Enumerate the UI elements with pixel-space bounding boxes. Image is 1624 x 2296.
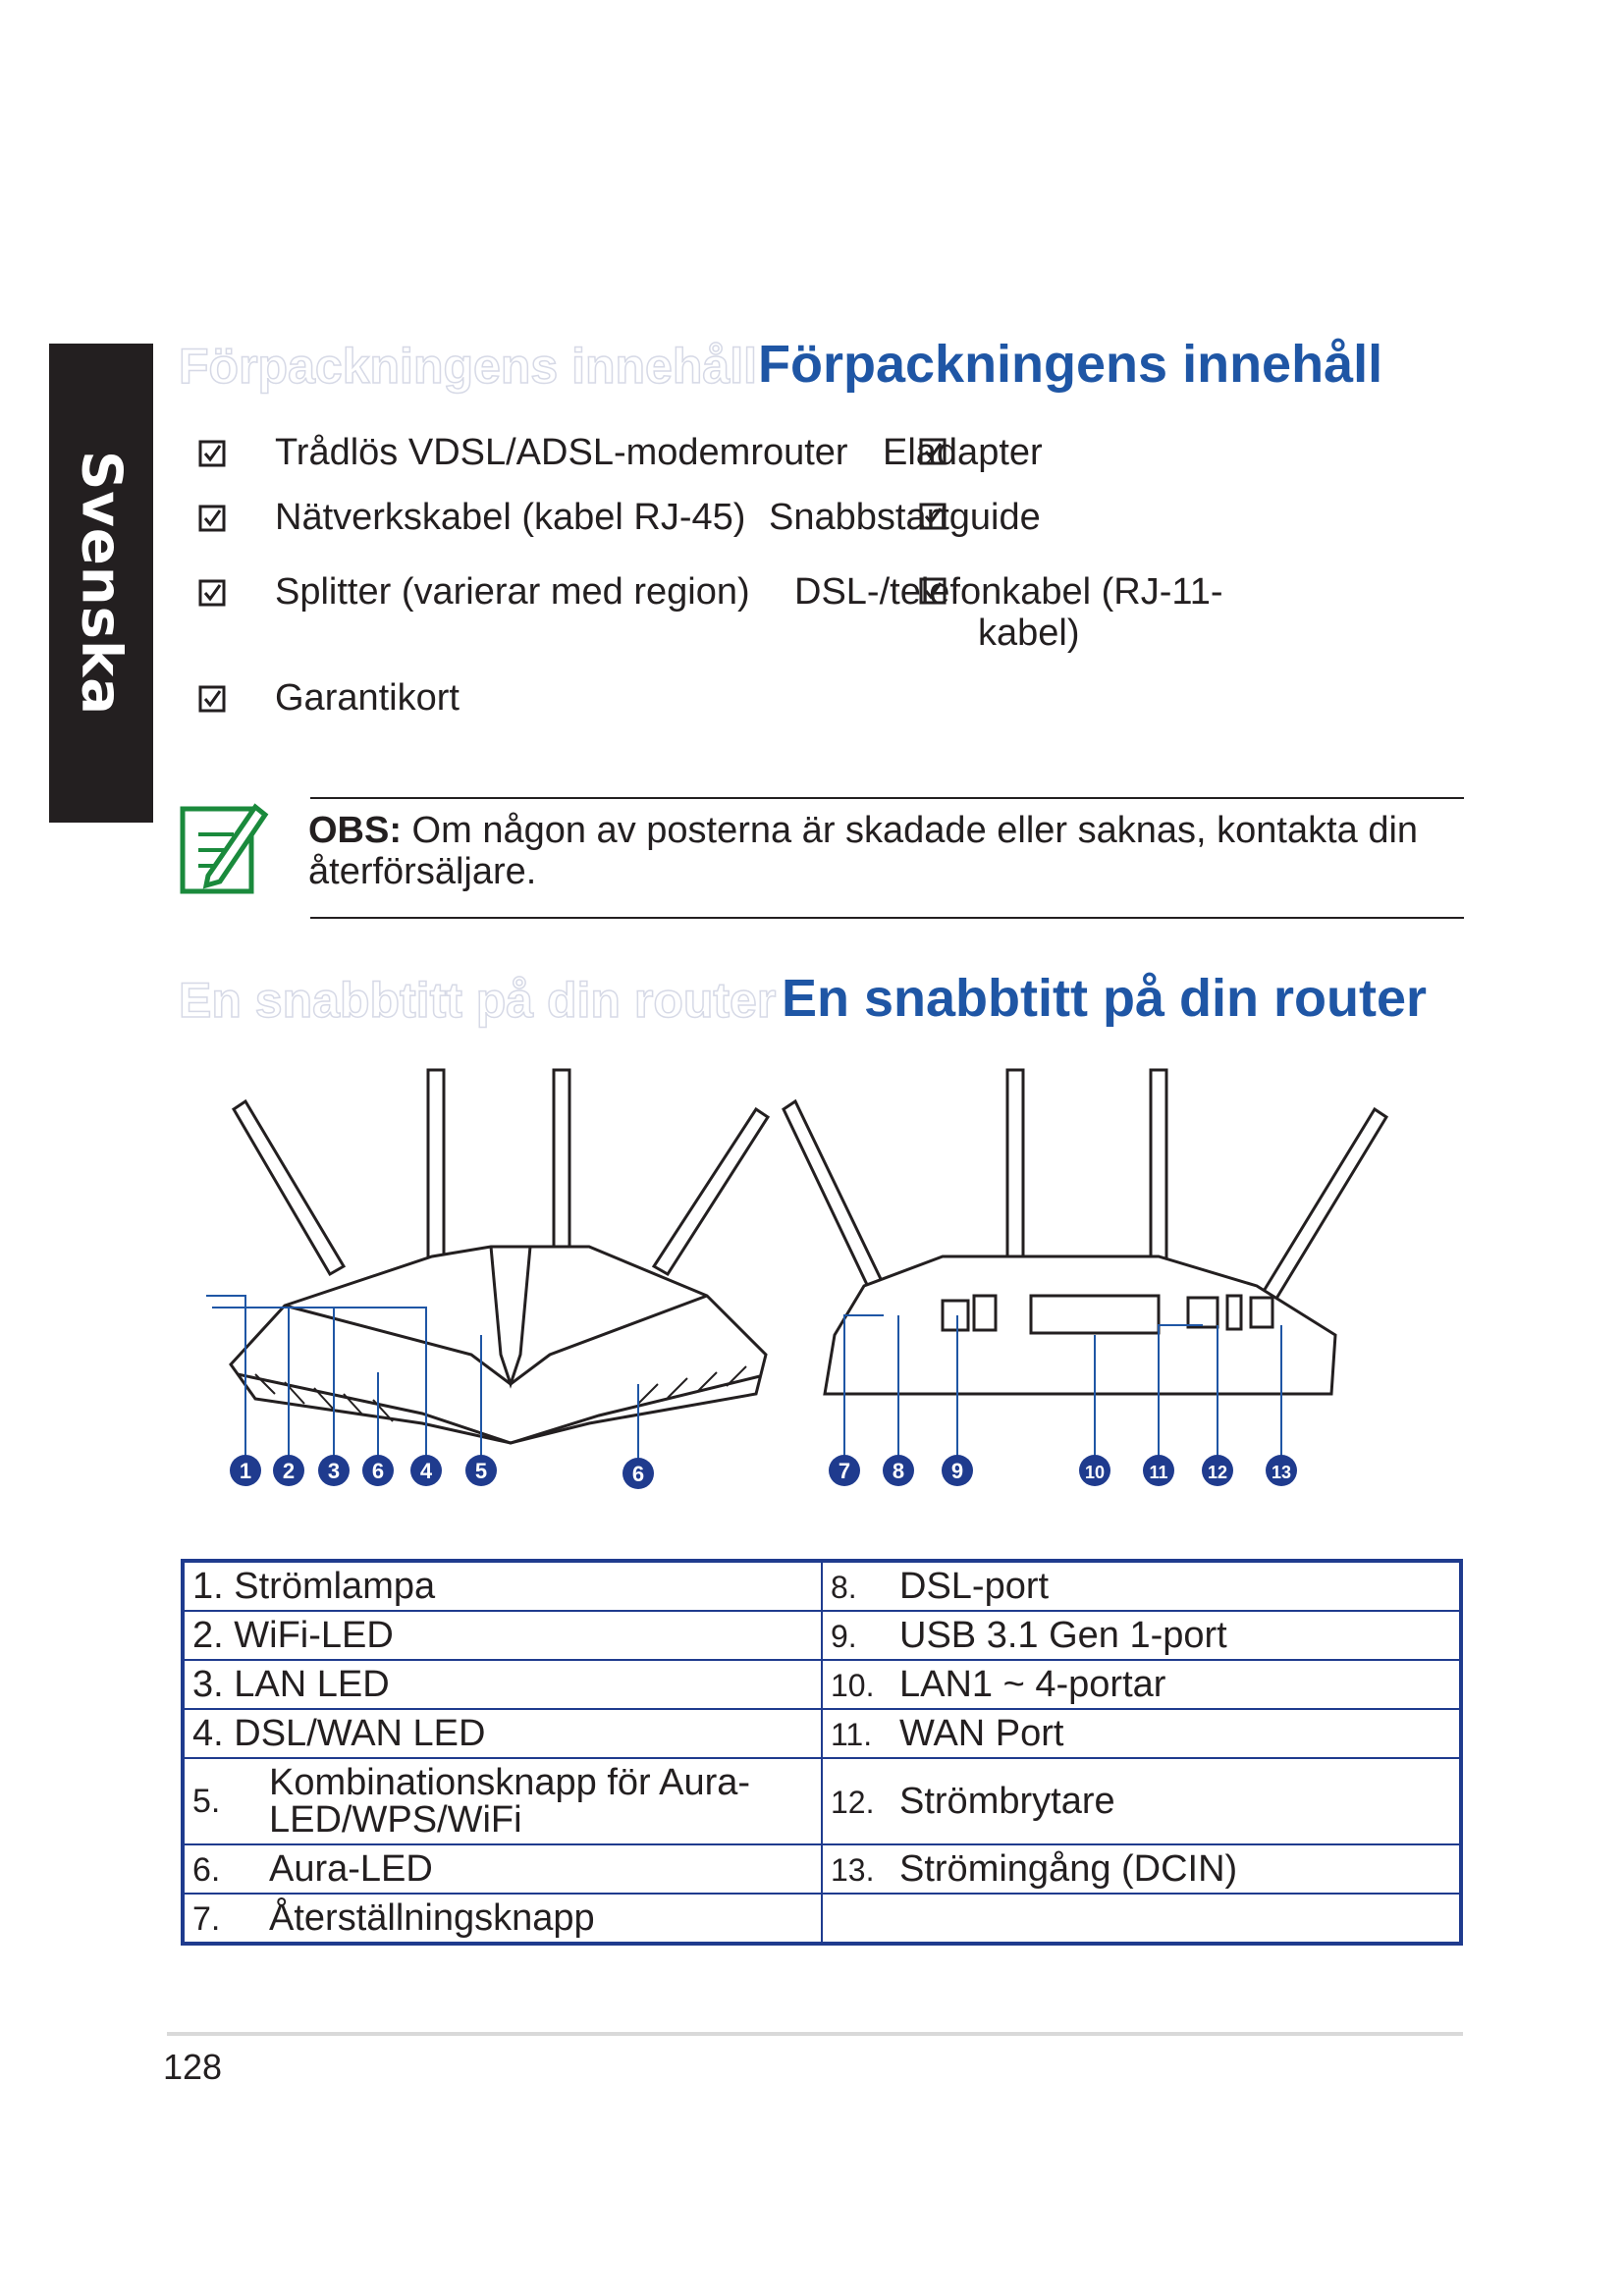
table-cell: 3. LAN LED [183,1660,822,1709]
svg-text:10: 10 [1084,1463,1106,1482]
note-body: Om någon av posterna är skadade eller saknas, kontakta din återförsäljare. [308,810,1419,892]
item-quick-guide: Snabbstartguide [769,497,1041,538]
callout-6a [362,1455,394,1486]
callout-10 [1079,1455,1110,1486]
callout-11 [1143,1455,1174,1486]
callout-1 [230,1455,261,1486]
svg-text:8: 8 [892,1459,905,1483]
checkbox-icon [198,505,226,532]
table-cell: 7. Återställningsknapp [183,1894,822,1944]
callout-7 [829,1455,860,1486]
svg-text:13: 13 [1271,1463,1292,1482]
table-cell [822,1894,1461,1944]
callout-13 [1266,1455,1297,1486]
svg-text:5: 5 [474,1459,488,1483]
note-label: OBS: [308,810,402,851]
svg-text:12: 12 [1207,1463,1228,1482]
back-callout-markers [829,1455,1297,1486]
note-text [308,810,1467,892]
section2-ghost-title: En snabbtitt på din router [179,973,777,1028]
table-row [183,1561,1461,1611]
callout-9 [942,1455,973,1486]
language-tab-label: Svenska [69,450,134,717]
table-cell: 2. WiFi-LED [183,1611,822,1660]
table-cell: 4. DSL/WAN LED [183,1709,822,1758]
item-warranty: Garantikort [275,677,460,719]
callout-3 [318,1455,350,1486]
table-cell: 6. Aura-LED [183,1844,822,1894]
note-top-rule [310,797,1464,799]
svg-text:7: 7 [838,1459,851,1483]
section2-title: En snabbtitt på din router [782,969,1427,1028]
table-cell: 9. USB 3.1 Gen 1-port [822,1611,1461,1660]
table-row [183,1844,1461,1894]
svg-text:6: 6 [631,1462,645,1486]
item-dsl-cable-line2: kabel) [978,613,1080,654]
table-row [183,1894,1461,1944]
page-number: 128 [163,2047,223,2087]
callout-6b [623,1458,654,1489]
router-diagram [177,1060,1414,1512]
item-network-cable: Nätverkskabel (kabel RJ-45) [275,497,746,538]
svg-text:3: 3 [327,1459,341,1483]
note-icon [179,799,269,897]
table-row [183,1611,1461,1660]
checkbox-icon [198,579,226,607]
front-callout-markers [230,1455,654,1489]
checkbox-icon [919,577,947,605]
checkbox-icon [198,440,226,467]
callout-4 [410,1455,442,1486]
svg-text:4: 4 [419,1459,433,1483]
checkbox-icon [919,503,947,530]
table-cell: 8. DSL-port [822,1561,1461,1611]
callout-8 [883,1455,914,1486]
table-cell: 10. LAN1 ~ 4-portar [822,1660,1461,1709]
table-row [183,1660,1461,1709]
router-front-illustration [231,1070,768,1443]
table-row [183,1758,1461,1844]
callout-2 [273,1455,304,1486]
router-back-illustration [784,1070,1386,1394]
svg-text:2: 2 [282,1459,296,1483]
table-cell: 5. Kombinationsknapp för Aura- LED/WPS/WiFi [183,1758,822,1844]
svg-text:1: 1 [239,1459,252,1483]
item-dsl-cable: DSL-/telefonkabel (RJ-11- [794,571,1223,613]
table-row [183,1709,1461,1758]
svg-text:11: 11 [1149,1463,1168,1482]
svg-text:6: 6 [371,1459,385,1483]
callout-5 [465,1455,497,1486]
table-cell: 11. WAN Port [822,1709,1461,1758]
table-cell: 12. Strömbrytare [822,1758,1461,1844]
callout-12 [1202,1455,1233,1486]
item-router: Trådlös VDSL/ADSL-modemrouter [275,432,848,473]
footer-rule [167,2032,1463,2036]
svg-text:9: 9 [950,1459,964,1483]
table-cell: 1. Strömlampa [183,1561,822,1611]
table-cell: 13. Strömingång (DCIN) [822,1844,1461,1894]
section1-ghost-title: Förpackningens innehåll [179,339,757,394]
section1-title: Förpackningens innehåll [758,335,1383,394]
item-adapter: Eladapter [883,432,1043,473]
checkbox-icon [919,438,947,465]
checkbox-icon [198,685,226,713]
note-bottom-rule [310,917,1464,919]
component-table [181,1559,1463,1946]
item-splitter: Splitter (varierar med region) [275,571,750,613]
